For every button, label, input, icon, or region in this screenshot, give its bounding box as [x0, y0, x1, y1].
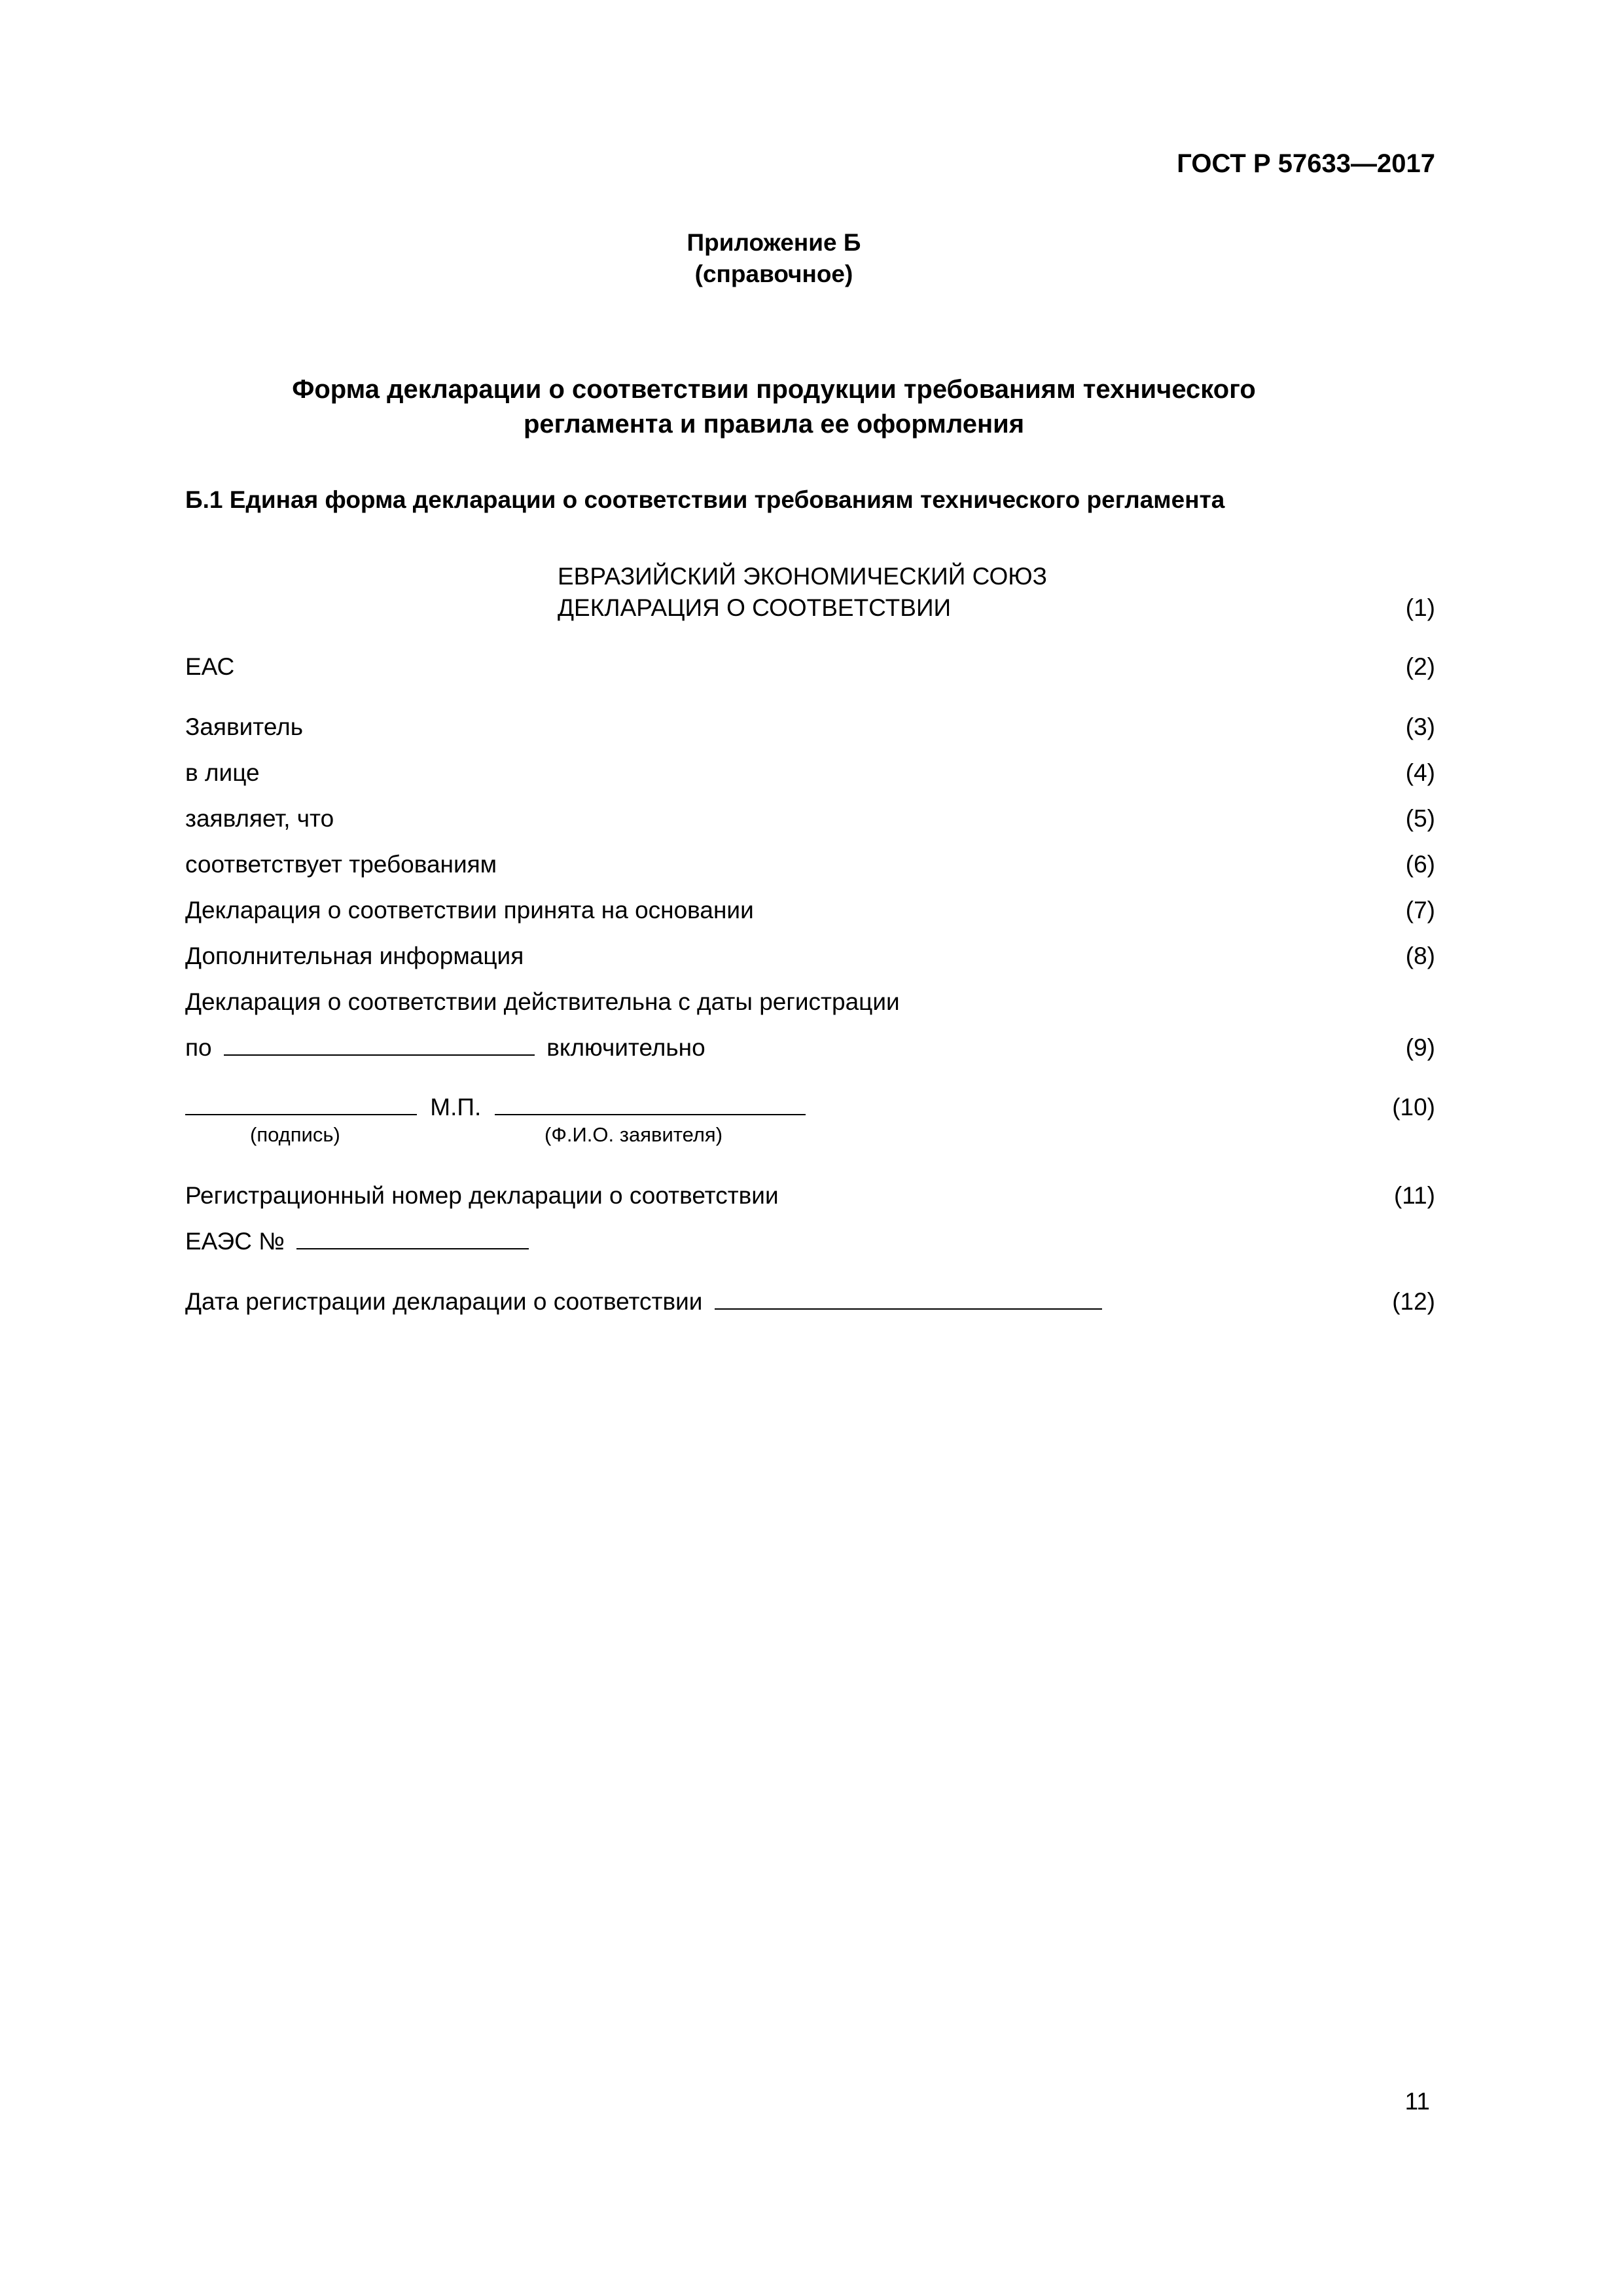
- field-number-3: (3): [1405, 713, 1435, 740]
- field-number-5: (5): [1405, 805, 1435, 832]
- additional-info-label: Дополнительная информация: [185, 942, 524, 969]
- validity-label: Декларация о соответствии действительна с даты регистрации: [185, 988, 900, 1015]
- signature-field[interactable]: [185, 1113, 417, 1115]
- signature-caption: (подпись): [250, 1123, 340, 1146]
- eaeu-number-row: [185, 1229, 529, 1253]
- valid-to-suffix: включительно: [546, 1034, 705, 1061]
- registration-date-label: Дата регистрации декларации о соответствии: [185, 1288, 703, 1315]
- represented-label: в лице: [185, 759, 260, 786]
- eaeu-number-label: ЕАЭС №: [185, 1228, 285, 1255]
- basis-label: Декларация о соответствии принята на основании: [185, 897, 754, 924]
- heading-line-1: Форма декларации о соответствии продукции требованиям технического: [292, 375, 1256, 404]
- field-number-12: (12): [1392, 1288, 1435, 1315]
- name-caption: (Ф.И.О. заявителя): [544, 1123, 723, 1146]
- page-number: 11: [1404, 2088, 1430, 2115]
- field-number-2: (2): [1405, 653, 1435, 680]
- valid-to-prefix: по: [185, 1034, 212, 1061]
- validity-period-row: [185, 1035, 705, 1060]
- complies-label: соответствует требованиям: [185, 851, 497, 878]
- applicant-name-field[interactable]: [495, 1113, 806, 1115]
- declaration-title: ДЕКЛАРАЦИЯ О СООТВЕТСТВИИ: [558, 594, 952, 621]
- field-number-1: (1): [1405, 594, 1435, 621]
- registration-number-label: Регистрационный номер декларации о соответствии: [185, 1182, 779, 1209]
- eaeu-number-field[interactable]: [296, 1247, 529, 1249]
- signature-row: [185, 1095, 806, 1119]
- declares-label: заявляет, что: [185, 805, 334, 832]
- standard-number: ГОСТ Р 57633—2017: [1177, 149, 1435, 178]
- field-number-6: (6): [1405, 851, 1435, 878]
- eac-mark: ЕАС: [185, 653, 235, 680]
- field-number-10: (10): [1392, 1094, 1435, 1121]
- applicant-label: Заявитель: [185, 713, 304, 740]
- union-title: ЕВРАЗИЙСКИЙ ЭКОНОМИЧЕСКИЙ СОЮЗ: [558, 563, 1048, 590]
- stamp-label: М.П.: [430, 1094, 482, 1121]
- registration-date-row: [185, 1289, 1102, 1314]
- field-number-11: (11): [1393, 1182, 1435, 1209]
- heading-line-2: регламента и правила ее оформления: [523, 410, 1025, 439]
- field-number-4: (4): [1405, 759, 1435, 786]
- valid-to-date-field[interactable]: [224, 1054, 535, 1056]
- field-number-7: (7): [1405, 897, 1435, 924]
- field-number-8: (8): [1405, 942, 1435, 969]
- section-title: Б.1 Единая форма декларации о соответствии требованиям технического регламента: [185, 486, 1225, 513]
- registration-date-field[interactable]: [715, 1308, 1102, 1310]
- appendix-title: Приложение Б: [687, 229, 861, 256]
- appendix-subtitle: (справочное): [694, 260, 853, 287]
- field-number-9: (9): [1405, 1034, 1435, 1061]
